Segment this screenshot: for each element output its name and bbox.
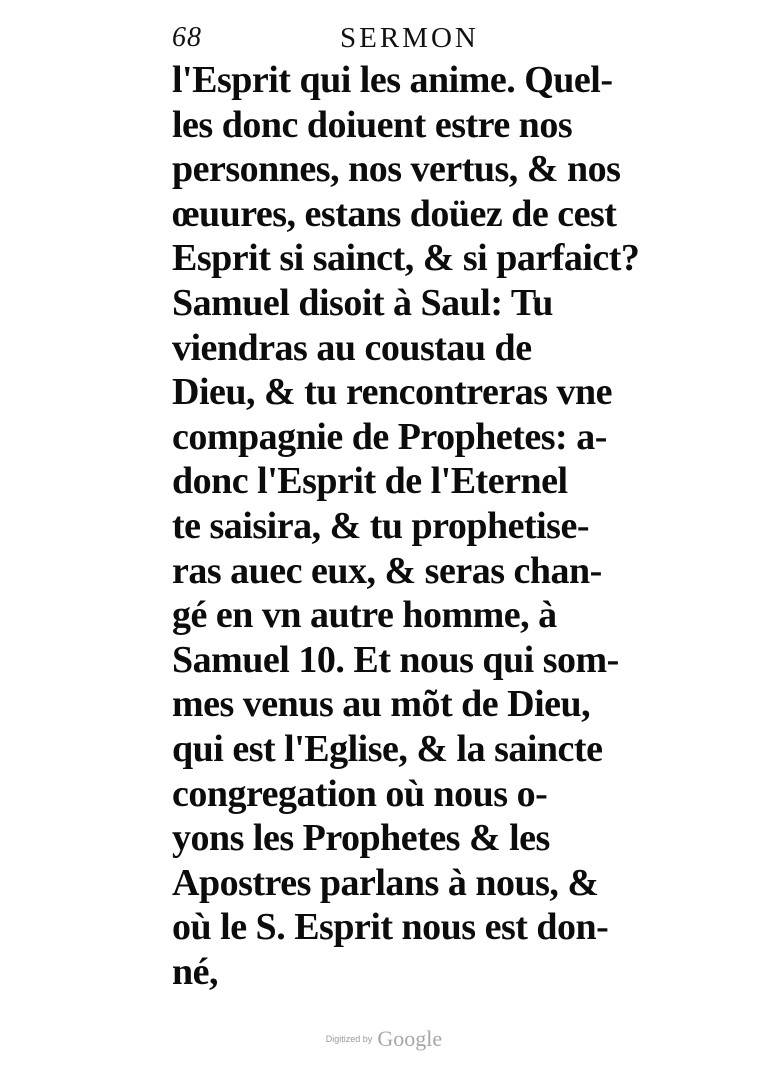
text-line: Apostres parlans à nous, & — [172, 861, 599, 904]
digitization-footer — [0, 1026, 768, 1052]
text-line: yons les Prophetes & les — [172, 817, 550, 860]
text-line: congregation où nous o- — [172, 772, 548, 815]
text-line: Samuel 10. Et nous qui som- — [172, 638, 619, 681]
text-line: l'Esprit qui les anime. Quel- — [172, 59, 613, 101]
text-line: donc l'Esprit de l'Eternel — [172, 460, 568, 503]
text-line: personnes, nos vertus, & nos — [172, 148, 621, 191]
page-number: 68 — [172, 22, 202, 53]
text-line: Dieu, & tu rencontreras vne — [172, 371, 612, 414]
text-line: Samuel disoit à Saul: Tu — [172, 281, 553, 324]
digitized-by-label: Digitized by — [325, 1034, 373, 1044]
text-line: te saisira, & tu prophetise- — [172, 504, 589, 547]
text-line: viendras au coustau de — [172, 326, 532, 369]
sermon-text — [172, 58, 652, 994]
text-line: où le S. Esprit nous est don- — [172, 906, 609, 949]
text-line: mes venus au mõt de Dieu, — [172, 683, 591, 726]
page-header — [172, 22, 642, 56]
text-line: les donc doiuent estre nos — [172, 103, 573, 146]
running-title: SERMON — [340, 22, 479, 54]
text-line: qui est l'Eglise, & la saincte — [172, 727, 603, 770]
text-line: Esprit si sainct, & si parfaict? — [172, 237, 640, 280]
text-line: œuures, estans doüez de cest — [172, 192, 617, 235]
text-line: ras auec eux, & seras chan- — [172, 549, 602, 592]
text-line: compagnie de Prophetes: a- — [172, 415, 607, 458]
text-line: né, — [172, 950, 218, 993]
text-line: gé en vn autre homme, à — [172, 594, 557, 637]
google-logo: Google — [377, 1026, 443, 1051]
